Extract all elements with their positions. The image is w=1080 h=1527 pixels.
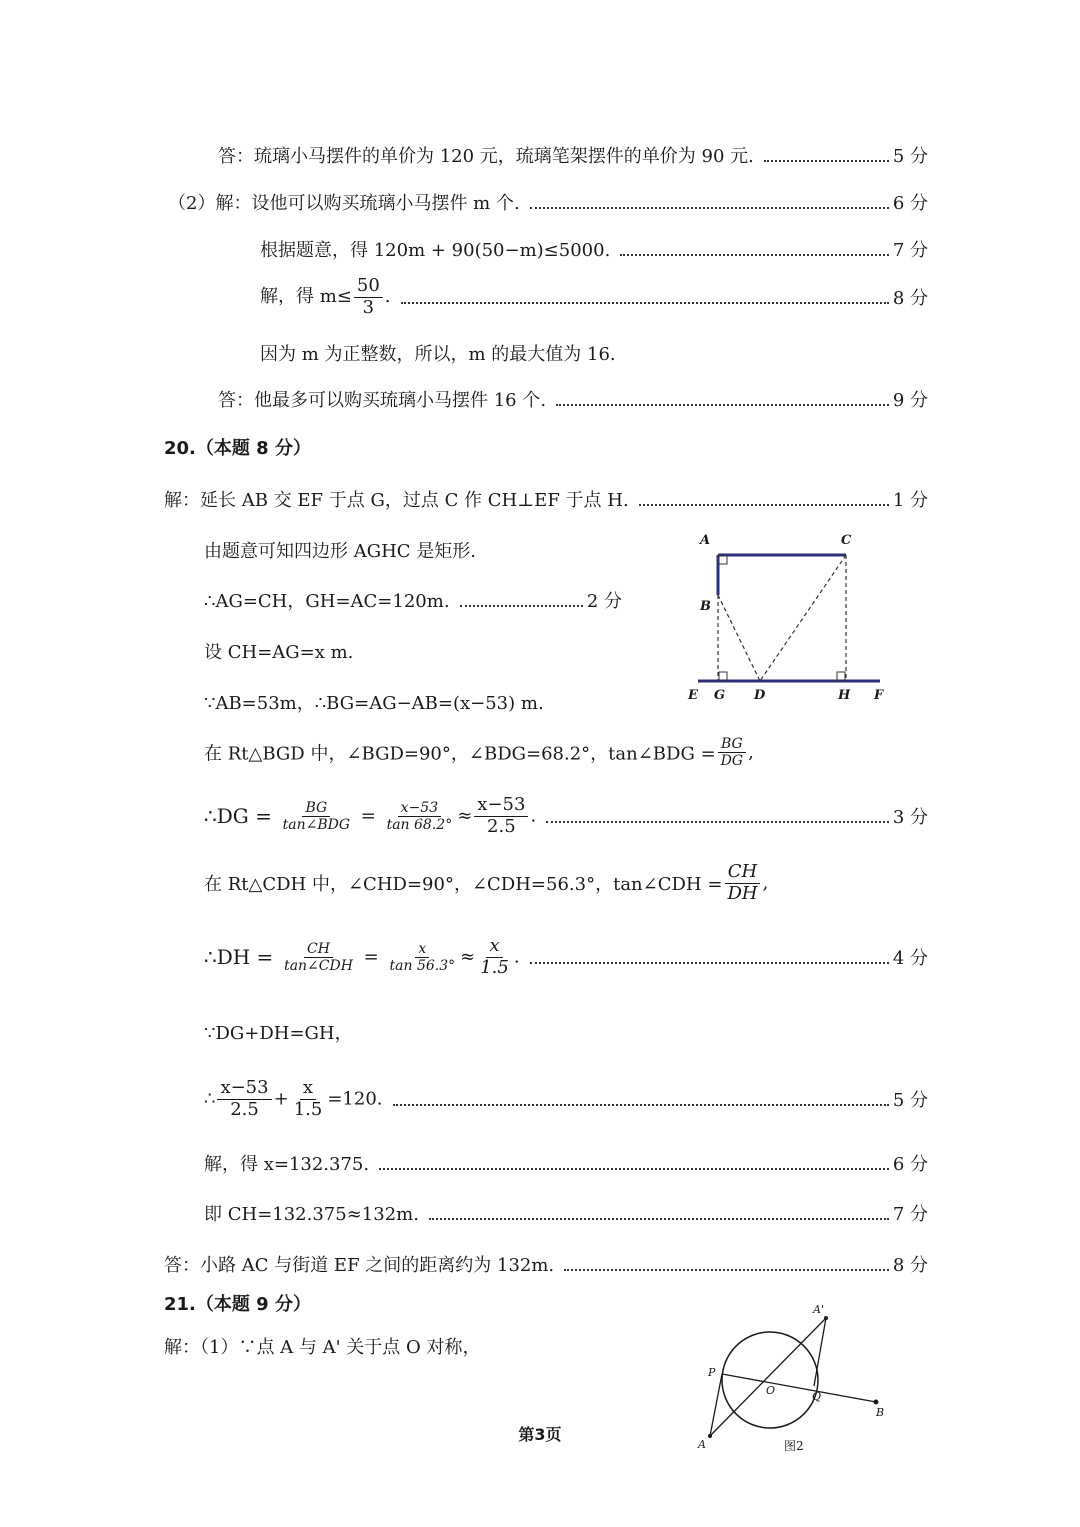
label-o: O — [766, 1384, 776, 1397]
fraction-bg-over-dg: $\frac{BG}{DG}$ — [718, 736, 746, 769]
label-g: G — [714, 688, 726, 703]
q20-ag-ch-line: ∴AG=CH，GH=AC=120m. 2 分 — [204, 591, 622, 612]
q20-sum-line: ∵DG+DH=GH， — [204, 1023, 353, 1044]
label-e: E — [688, 688, 698, 703]
label-q: Q — [812, 1390, 822, 1403]
label-a-prime: A' — [813, 1303, 824, 1316]
fraction-x53-over-2.5: $\frac{x-53}{2.5}$ — [474, 795, 528, 837]
q20-figure — [680, 525, 900, 710]
label-b: B — [700, 599, 711, 614]
fraction-ch-over-dh: $\frac{CH}{DH}$ — [724, 862, 760, 904]
segment-bd — [718, 595, 760, 681]
label-a: A — [700, 533, 711, 548]
fraction-x-over-1.5: $\frac{x}{1.5}$ — [480, 935, 509, 978]
fraction-x53-over-2.5-eq: $\frac{x-53}{2.5}$ — [217, 1078, 271, 1120]
q20-let-x-line: 设 CH=AG=x m. — [204, 642, 354, 663]
right-angle-g — [719, 672, 727, 680]
q21-symmetry-line: 解：（1）∵点 A 与 A' 关于点 O 对称， — [164, 1337, 481, 1358]
segment-pb — [722, 1374, 876, 1402]
fraction-x53-over-tan682: $\frac{x-53}{\tan 68.2^\circ}$ — [386, 799, 453, 833]
fraction-x-over-1.5-eq: $\frac{x}{1.5}$ — [293, 1077, 323, 1120]
answer-line-unit-price: 答：琉璃小马摆件的单价为 120 元，琉璃笔架摆件的单价为 90 元. 5 分 — [218, 146, 928, 167]
question-21-heading: 21.（本题 9 分） — [164, 1294, 311, 1315]
q20-bg-line: ∵AB=53m，∴BG=AG−AB=(x−53) m. — [204, 693, 544, 714]
inequality-line: 根据题意，得 120m + 90(50−m)≤5000. 7 分 — [260, 240, 928, 261]
fraction-bg-over-tan: $\frac{BG}{\text{tan∠BDG}}$ — [282, 799, 351, 833]
label-h: H — [838, 688, 851, 703]
q20-dh-formula: ∴DH = $\frac{CH}{\text{tan∠CDH}}$ = $\frac{x}{\tan 56.3^\circ}$ ≈ $\frac{x}{1.5}$ . 4 分 — [204, 935, 928, 978]
fraction-50-over-3: $\frac{50}{3}$ — [354, 276, 383, 318]
q20-tan-bdg-line: 在 Rt△BGD 中，∠BGD=90°，∠BDG=68.2°，tan∠BDG = $\frac{BG}{DG}$ , — [204, 736, 754, 770]
fraction-ch-over-tan: $\frac{CH}{\text{tan∠CDH}}$ — [284, 940, 353, 974]
label-a: A — [698, 1438, 706, 1451]
point-b — [874, 1400, 879, 1405]
segment-aa1 — [710, 1318, 826, 1436]
right-angle-a — [719, 556, 727, 564]
label-b: B — [876, 1406, 885, 1419]
segment-cd — [760, 555, 846, 681]
solution-line-let-m: （2）解：设他可以购买琉璃小马摆件 m 个. 6 分 — [168, 193, 928, 214]
label-f: F — [874, 688, 884, 703]
figure-2-caption: 图2 — [784, 1439, 804, 1453]
q20-rectangle-line: 由题意可知四边形 AGHC 是矩形. — [204, 541, 477, 562]
q20-dg-formula: ∴DG = $\frac{BG}{\text{tan∠BDG}}$ = $\frac{x-53}{\tan 68.2^\circ}$ ≈ $\frac{x-53}{2.5}$ . 3 分 — [204, 794, 928, 837]
fraction-x-over-tan563: $\frac{x}{\tan 56.3^\circ}$ — [389, 940, 456, 974]
page-number: 第3页 — [518, 1425, 562, 1444]
q20-tan-cdh-line: 在 Rt△CDH 中，∠CHD=90°，∠CDH=56.3°，tan∠CDH = $\frac{CH}{DH}$ , — [204, 861, 769, 904]
circle-o — [722, 1332, 818, 1428]
label-c: C — [841, 533, 852, 548]
solve-m-line: 解，得 m≤ $\frac{50}{3}$ . 8 分 — [260, 275, 928, 318]
point-a1 — [824, 1316, 828, 1320]
answer-line-max: 答：他最多可以购买琉璃小马摆件 16 个. 9 分 — [218, 390, 928, 411]
q20-solve-x-line: 解，得 x=132.375. 6 分 — [204, 1154, 928, 1175]
q20-answer-line: 答：小路 AC 与街道 EF 之间的距离约为 132m. 8 分 — [164, 1255, 928, 1276]
label-p: P — [708, 1366, 716, 1379]
integer-conclusion: 因为 m 为正整数，所以，m 的最大值为 16. — [260, 344, 616, 365]
q20-extend-line: 解：延长 AB 交 EF 于点 G，过点 C 作 CH⊥EF 于点 H. 1 分 — [164, 490, 928, 511]
question-20-heading: 20.（本题 8 分） — [164, 438, 311, 459]
right-angle-h — [837, 672, 845, 680]
q20-ch-value-line: 即 CH=132.375≈132m. 7 分 — [204, 1204, 928, 1225]
q20-equation-line: ∴ $\frac{x-53}{2.5}$ + $\frac{x}{1.5}$ =120. 5 分 — [204, 1077, 928, 1120]
label-d: D — [754, 688, 766, 703]
